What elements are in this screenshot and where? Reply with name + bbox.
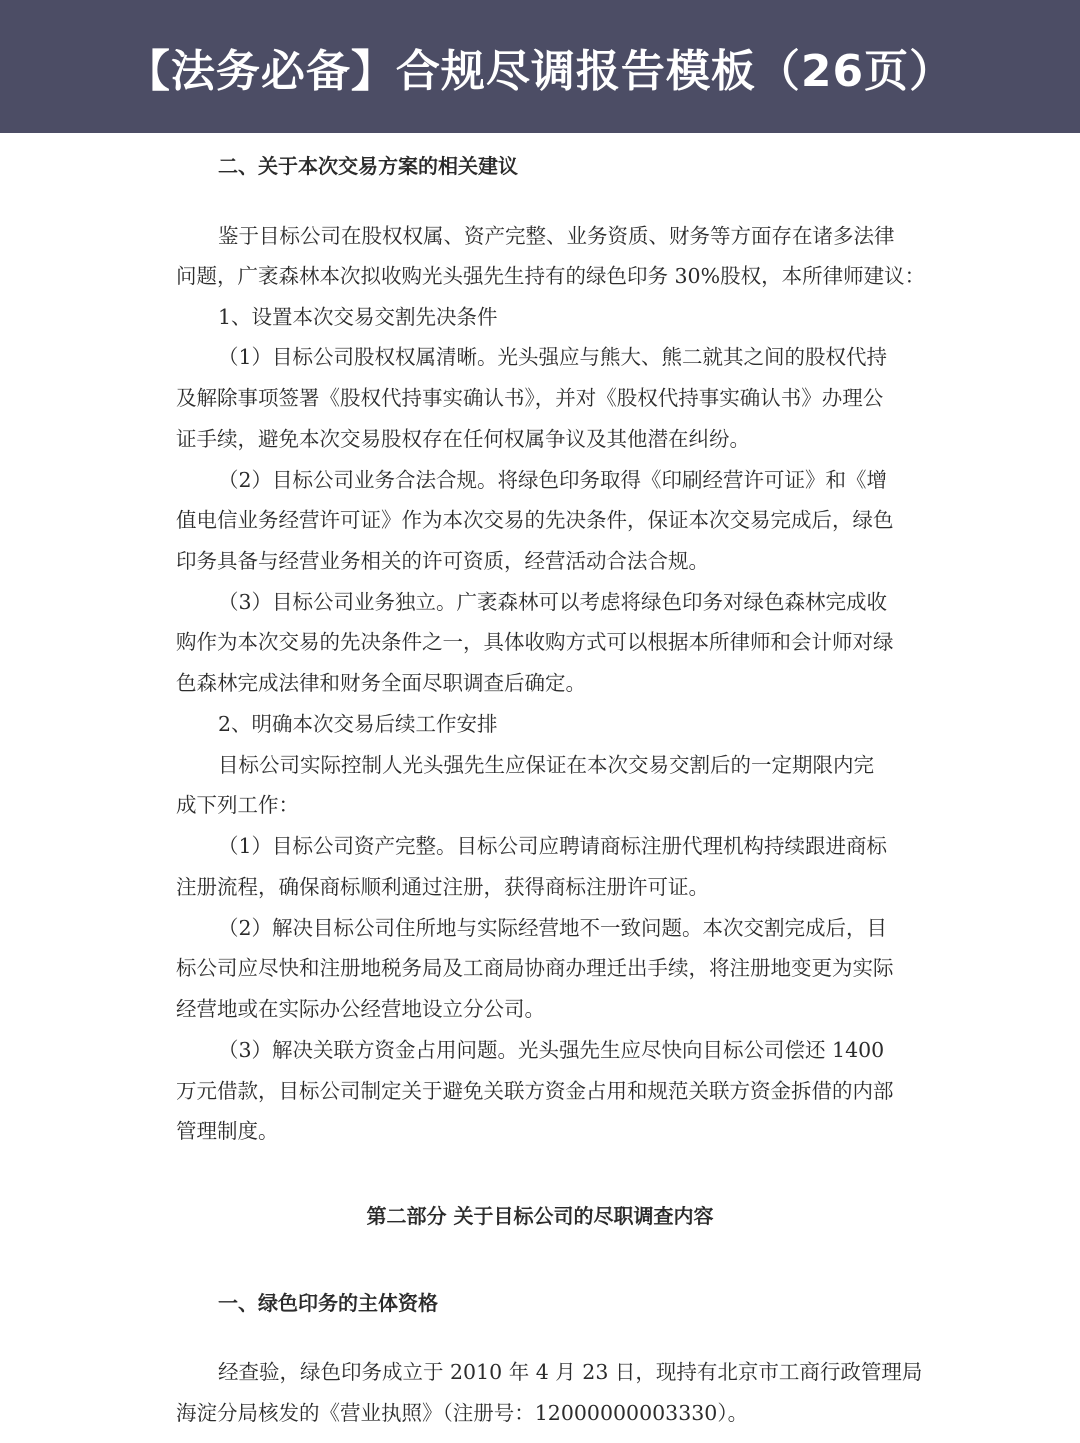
- paragraph-line: 鉴于目标公司在股权权属、资产完整、业务资质、财务等方面存在诸多法律: [218, 224, 895, 248]
- paragraph-line: 海淀分局核发的《营业执照》（注册号：12000000003330）。: [176, 1401, 749, 1425]
- section-heading: 二、关于本次交易方案的相关建议: [218, 154, 518, 178]
- banner-title: 【法务必备】合规尽调报告模板（26页）: [125, 45, 955, 97]
- paragraph-line: 问题，广袤森林本次拟收购光头强先生持有的绿色印务 30%股权，本所律师建议：: [176, 264, 926, 288]
- paragraph-line: 目标公司实际控制人光头强先生应保证在本次交易交割后的一定期限内完: [218, 753, 874, 777]
- paragraph-line: 购作为本次交易的先决条件之一，具体收购方式可以根据本所律师和会计师对绿: [176, 630, 894, 654]
- paragraph-line: 值电信业务经营许可证》作为本次交易的先决条件，保证本次交易完成后，绿色: [176, 508, 894, 532]
- paragraph-line: （3）解决关联方资金占用问题。光头强先生应尽快向目标公司偿还 1400: [218, 1038, 885, 1062]
- paragraph-line: （2）目标公司业务合法合规。将绿色印务取得《印刷经营许可证》和《增: [218, 468, 888, 492]
- subsection-heading: 1、设置本次交易交割先决条件: [218, 305, 498, 329]
- paragraph-line: 管理制度。: [176, 1119, 279, 1143]
- paragraph-line: 证手续，避免本次交易股权存在任何权属争议及其他潜在纠纷。: [176, 427, 750, 451]
- paragraph-line: 注册流程，确保商标顺利通过注册，获得商标注册许可证。: [176, 875, 709, 899]
- paragraph-line: （1）目标公司资产完整。目标公司应聘请商标注册代理机构持续跟进商标: [218, 834, 888, 858]
- title-banner: [0, 0, 1080, 133]
- paragraph-line: （2）解决目标公司住所地与实际经营地不一致问题。本次交割完成后，目: [218, 916, 888, 940]
- paragraph-line: 万元借款，目标公司制定关于避免关联方资金占用和规范关联方资金拆借的内部: [176, 1079, 894, 1103]
- section-heading: 一、绿色印务的主体资格: [218, 1291, 438, 1315]
- paragraph-line: （1）目标公司股权权属清晰。光头强应与熊大、熊二就其之间的股权代持: [218, 345, 888, 369]
- subsection-heading: 2、明确本次交易后续工作安排: [218, 712, 498, 736]
- paragraph-line: 色森林完成法律和财务全面尽职调查后确定。: [176, 671, 586, 695]
- paragraph-line: 标公司应尽快和注册地税务局及工商局协商办理迁出手续，将注册地变更为实际: [176, 956, 894, 980]
- paragraph-line: 经营地或在实际办公经营地设立分公司。: [176, 997, 545, 1021]
- paragraph-line: 及解除事项签署《股权代持事实确认书》，并对《股权代持事实确认书》办理公: [176, 386, 884, 410]
- paragraph-line: 经查验，绿色印务成立于 2010 年 4 月 23 日，现持有北京市工商行政管理局: [218, 1360, 923, 1384]
- part-heading: 第二部分 关于目标公司的尽职调查内容: [366, 1204, 714, 1228]
- paragraph-line: 成下列工作：: [176, 793, 299, 817]
- paragraph-line: 印务具备与经营业务相关的许可资质，经营活动合法合规。: [176, 549, 709, 573]
- paragraph-line: （3）目标公司业务独立。广袤森林可以考虑将绿色印务对绿色森林完成收: [218, 590, 888, 614]
